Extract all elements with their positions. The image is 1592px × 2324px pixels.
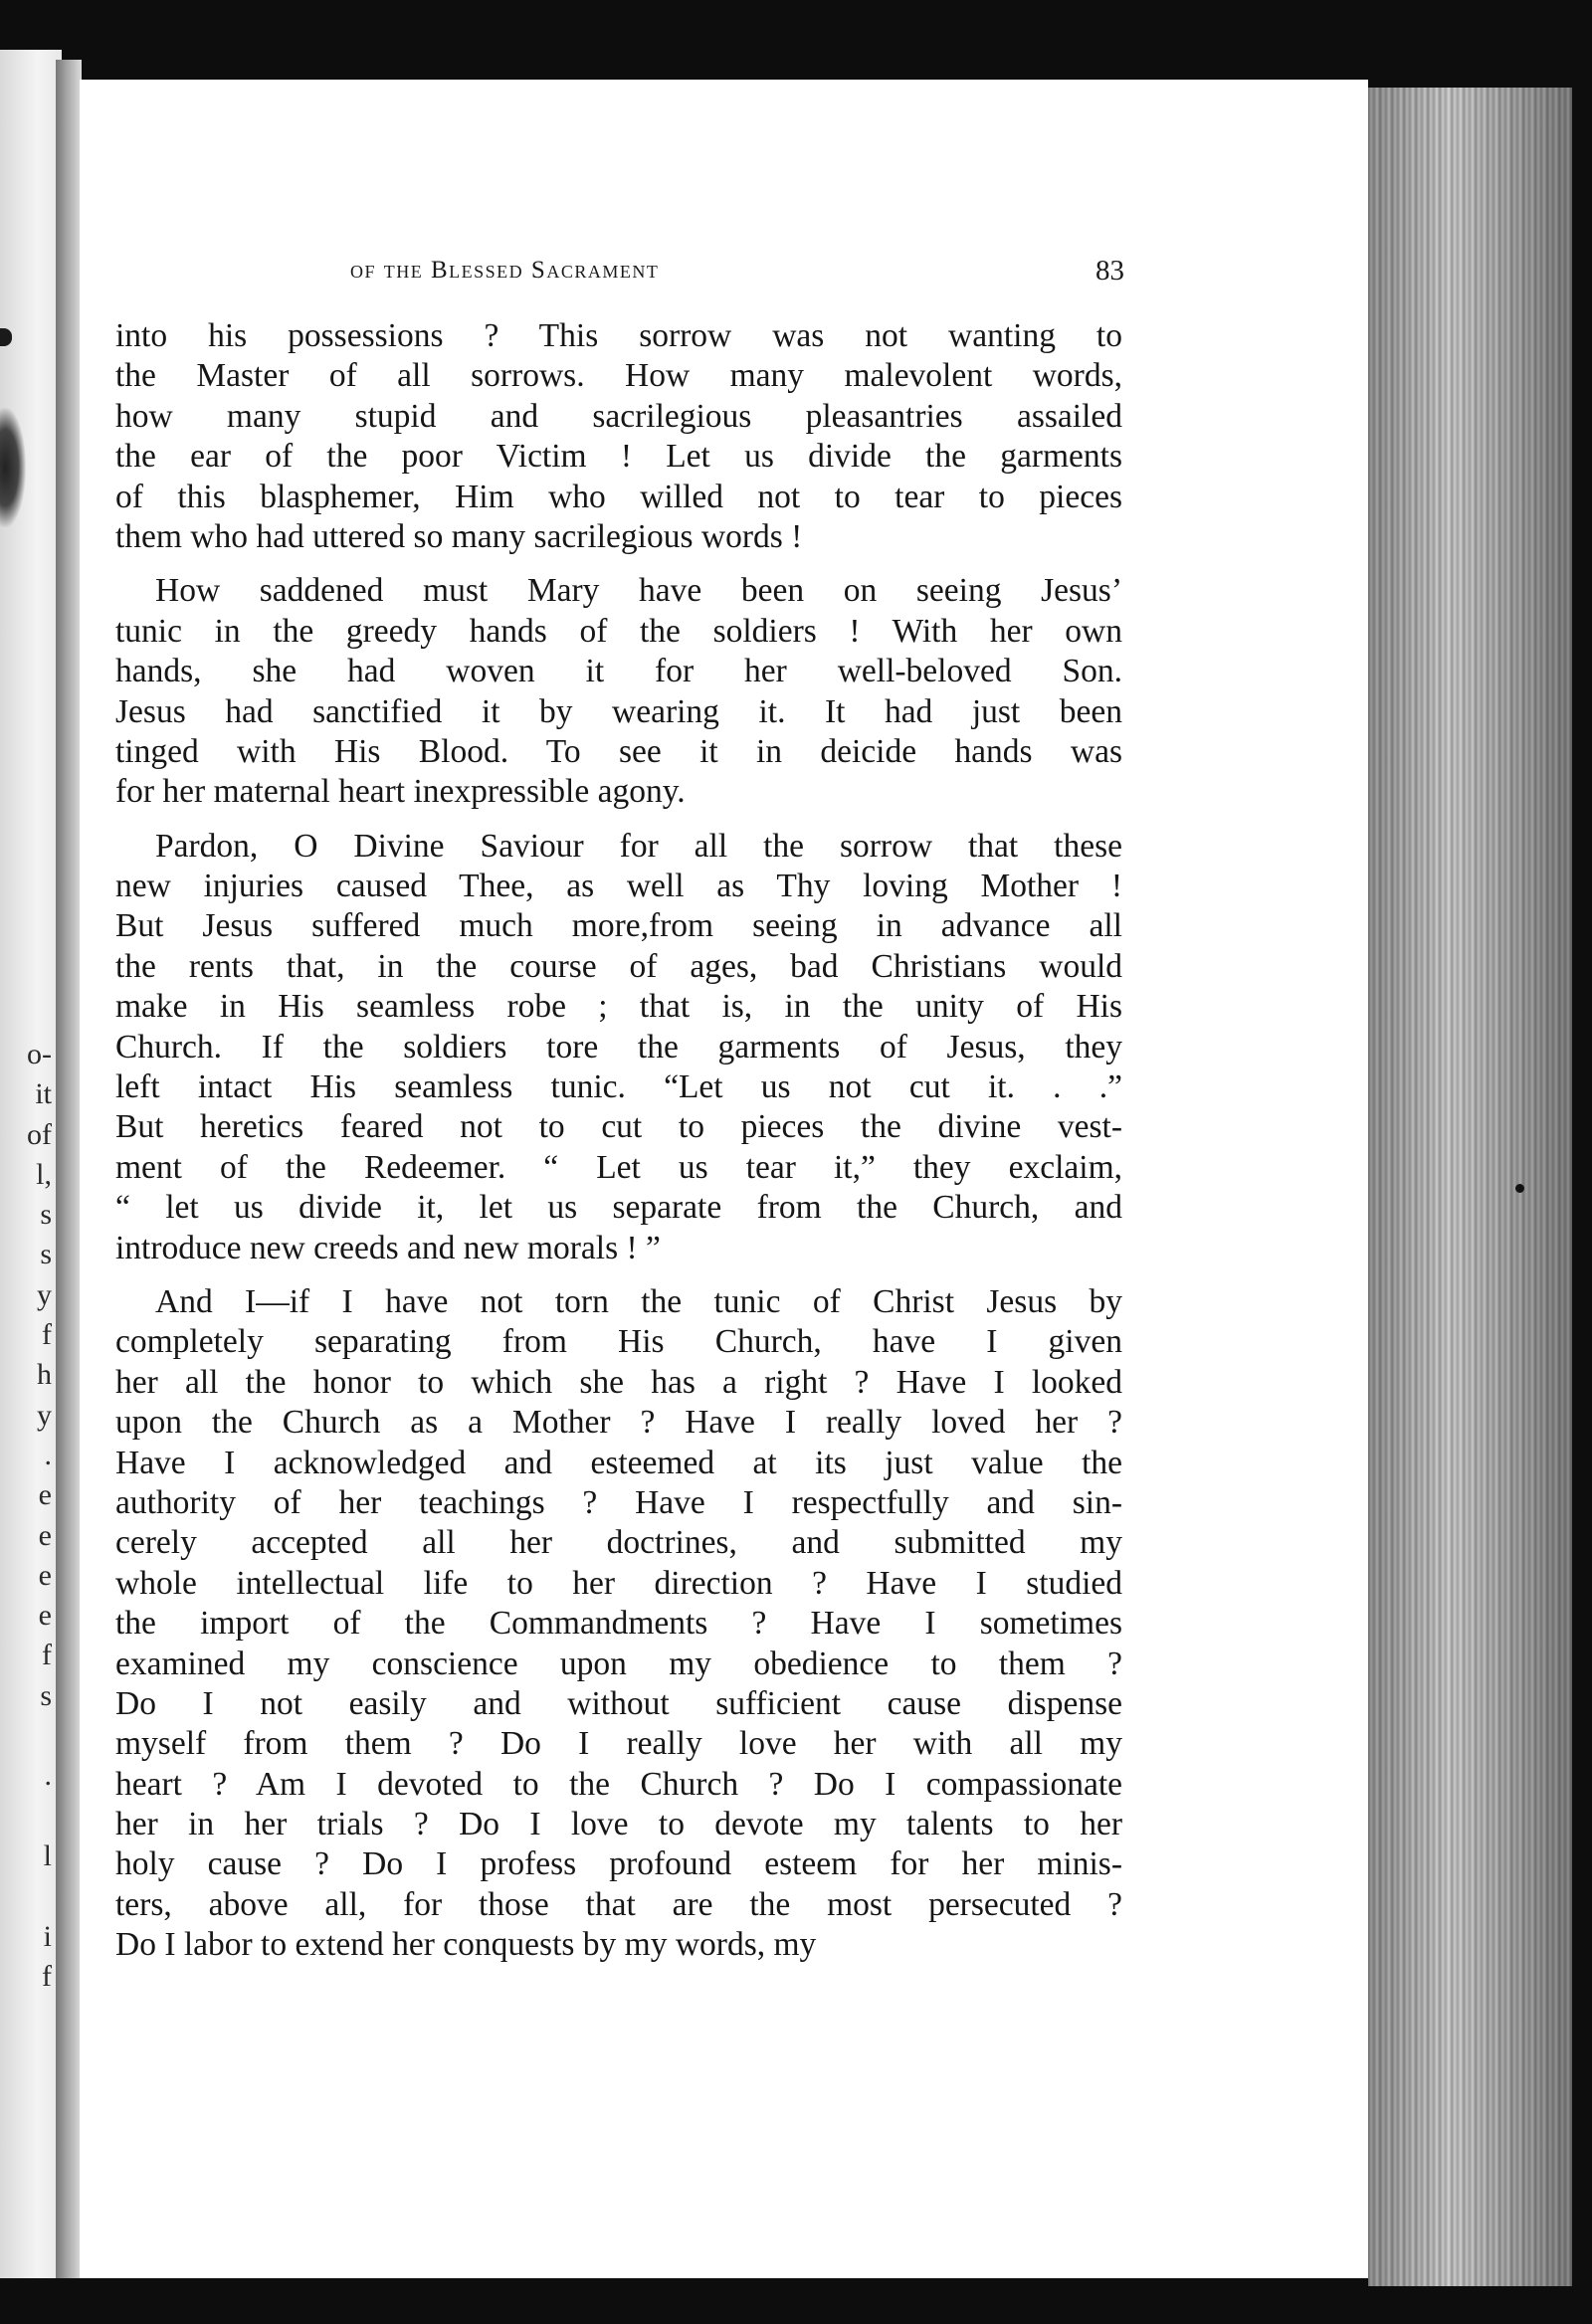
- fragment-text: l: [43, 1839, 52, 1872]
- fragment-text: h: [37, 1358, 52, 1392]
- text-line: the Master of all sorrows. How many malevolent words,: [115, 357, 1122, 395]
- fragment-text: .: [44, 1759, 52, 1793]
- text-line: completely separating from His Church, have I given: [115, 1323, 1122, 1361]
- book-page-edges: [1368, 88, 1572, 2286]
- text-line: How saddened must Mary have been on seeing Jesus’: [155, 572, 1122, 610]
- text-line: her in her trials ? Do I love to devote my talents to her: [115, 1806, 1122, 1843]
- text-line: ment of the Redeemer. “ Let us tear it,” they exclaim,: [115, 1148, 1122, 1186]
- fragment-text: [4, 1716, 52, 1756]
- fragment-text: e: [38, 1558, 52, 1592]
- fragment-text: y: [37, 1398, 52, 1432]
- fragment-text: s: [40, 1678, 52, 1712]
- fragment-text: f: [42, 1959, 52, 1993]
- paragraph: [115, 571, 1122, 812]
- text-line: Do I not easily and without sufficient cause dispense: [115, 1684, 1122, 1722]
- fragment-text: [4, 1876, 52, 1916]
- text-line: “ let us divide it, let us separate from the Church, and: [115, 1189, 1122, 1227]
- body-text: [115, 316, 1122, 1966]
- fragment-text: s: [40, 1238, 52, 1271]
- text-line: Do I labor to extend her conquests by my words, my: [115, 1926, 817, 1964]
- text-line: how many stupid and sacrilegious pleasantries assailed: [115, 397, 1122, 435]
- fragment-text: i: [43, 1919, 52, 1953]
- text-line: make in His seamless robe ; that is, in the unity of His: [115, 988, 1122, 1026]
- fragment-text: [4, 1797, 52, 1837]
- fragment-text: e: [38, 1478, 52, 1512]
- text-line: But heretics feared not to cut to pieces the divine vest-: [115, 1108, 1122, 1146]
- text-line: heart ? Am I devoted to the Church ? Do I compassionate: [115, 1765, 1122, 1803]
- text-line: hands, she had woven it for her well-beloved Son.: [115, 653, 1122, 690]
- text-line: for her maternal heart inexpressible agony.: [115, 773, 686, 811]
- running-header: [269, 257, 1124, 296]
- text-line: introduce new creeds and new morals ! ”: [115, 1229, 661, 1266]
- text-line: tunic in the greedy hands of the soldiers ! With her own: [115, 612, 1122, 650]
- fragment-text: of: [27, 1117, 52, 1151]
- text-line: of this blasphemer, Him who willed not to tear to pieces: [115, 478, 1122, 515]
- text-line: Jesus had sanctified it by wearing it. It had just been: [115, 692, 1122, 730]
- running-title: of the Blessed Sacrament: [350, 257, 660, 284]
- fragment-text: s: [40, 1198, 52, 1232]
- fragment-text: e: [38, 1518, 52, 1552]
- text-line: And I—if I have not torn the tunic of Christ Jesus by: [155, 1282, 1122, 1320]
- text-line: the import of the Commandments ? Have I sometimes: [115, 1605, 1122, 1643]
- text-line: Pardon, O Divine Saviour for all the sorrow that these: [155, 827, 1122, 865]
- page-number: 83: [1095, 255, 1124, 287]
- text-line: examined my conscience upon my obedience to them ?: [115, 1645, 1122, 1682]
- fragment-text: l,: [36, 1157, 52, 1191]
- text-line: her all the honor to which she has a right ? Have I looked: [115, 1363, 1122, 1401]
- paragraph: [115, 827, 1122, 1268]
- dust-speck: [1515, 1184, 1524, 1193]
- text-line: tinged with His Blood. To see it in deicide hands was: [115, 732, 1122, 770]
- paragraph: [115, 1282, 1122, 1966]
- text-line: the ear of the poor Victim ! Let us divide the garments: [115, 438, 1122, 476]
- text-line: myself from them ? Do I really love her with all my: [115, 1725, 1122, 1763]
- text-line: whole intellectual life to her direction ? Have I studied: [115, 1564, 1122, 1602]
- text-line: ters, above all, for those that are the most persecuted ?: [115, 1885, 1122, 1923]
- fragment-text: .: [44, 1438, 52, 1471]
- fragment-text: e: [38, 1599, 52, 1633]
- text-line: holy cause ? Do I profess profound esteem for her minis-: [115, 1845, 1122, 1883]
- text-line: the rents that, in the course of ages, bad Christians would: [115, 947, 1122, 985]
- text-line: Have I acknowledged and esteemed at its just value the: [115, 1444, 1122, 1481]
- previous-page-ornament: [0, 408, 26, 527]
- fragment-text: o-: [27, 1038, 52, 1070]
- fragment-text: f: [42, 1318, 52, 1352]
- text-line: into his possessions ? This sorrow was not wanting to: [115, 317, 1122, 354]
- text-line: them who had uttered so many sacrilegious words !: [115, 517, 803, 555]
- text-line: Church. If the soldiers tore the garments of Jesus, they: [115, 1028, 1122, 1065]
- paragraph: [115, 316, 1122, 557]
- text-line: left intact His seamless tunic. “Let us not cut it. . .”: [115, 1068, 1122, 1106]
- fragment-text: it: [35, 1077, 52, 1111]
- text-line: upon the Church as a Mother ? Have I really loved her ?: [115, 1404, 1122, 1442]
- text-line: authority of her teachings ? Have I respectfully and sin-: [115, 1483, 1122, 1521]
- page-gutter-shadow: [56, 60, 82, 2278]
- text-line: cerely accepted all her doctrines, and submitted my: [115, 1524, 1122, 1562]
- previous-page-text-fragments: [4, 1035, 52, 1997]
- fragment-text: f: [42, 1639, 52, 1672]
- text-line: new injuries caused Thee, as well as Thy loving Mother !: [115, 868, 1122, 905]
- fragment-text: y: [37, 1277, 52, 1311]
- text-line: But Jesus suffered much more,from seeing in advance all: [115, 907, 1122, 945]
